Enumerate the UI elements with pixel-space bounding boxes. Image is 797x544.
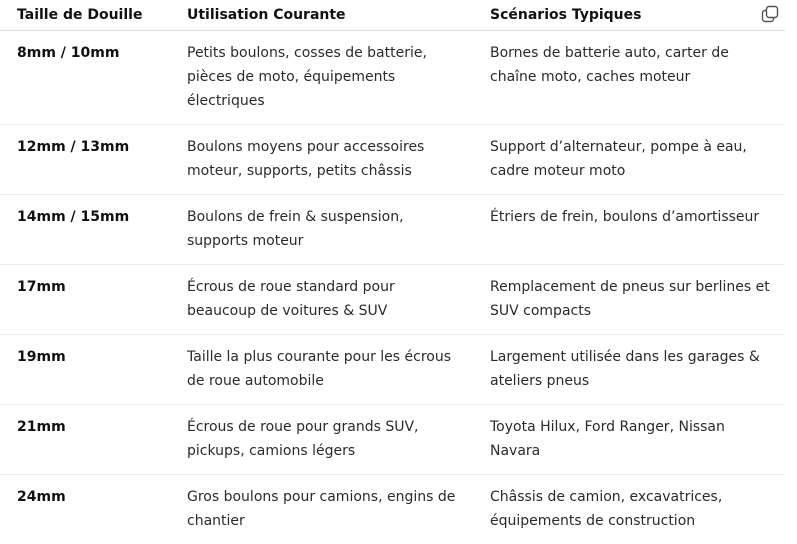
cell-size: 24mm [0,475,170,544]
table-row [0,335,785,405]
copy-icon [760,4,780,24]
cell-scenarios: Châssis de camion, excavatrices, équipements de construction [473,475,785,544]
cell-size: 19mm [0,335,170,405]
cell-usage: Gros boulons pour camions, engins de chantier [170,475,473,544]
table-row [0,195,785,265]
cell-size: 17mm [0,265,170,335]
cell-size: 21mm [0,405,170,475]
cell-size: 14mm / 15mm [0,195,170,265]
table-row [0,475,785,544]
cell-usage: Petits boulons, cosses de batterie, pièces de moto, équipements électriques [170,31,473,125]
header-scenarios: Scénarios Typiques [473,0,785,31]
cell-scenarios: Étriers de frein, boulons d’amortisseur [473,195,785,265]
table-row [0,31,785,125]
header-usage: Utilisation Courante [170,0,473,31]
table-row [0,405,785,475]
cell-scenarios: Largement utilisée dans les garages & ateliers pneus [473,335,785,405]
cell-size: 12mm / 13mm [0,125,170,195]
table-body [0,31,785,544]
header-row [0,0,785,31]
cell-usage: Boulons moyens pour accessoires moteur, supports, petits châssis [170,125,473,195]
cell-scenarios: Support d’alternateur, pompe à eau, cadre moteur moto [473,125,785,195]
header-size: Taille de Douille [0,0,170,31]
table-row [0,265,785,335]
cell-usage: Écrous de roue pour grands SUV, pickups, camions légers [170,405,473,475]
cell-scenarios: Bornes de batterie auto, carter de chaîne moto, caches moteur [473,31,785,125]
cell-usage: Écrous de roue standard pour beaucoup de voitures & SUV [170,265,473,335]
cell-usage: Boulons de frein & suspension, supports moteur [170,195,473,265]
cell-usage: Taille la plus courante pour les écrous de roue automobile [170,335,473,405]
table-header [0,0,785,31]
cell-scenarios: Remplacement de pneus sur berlines et SUV compacts [473,265,785,335]
copy-button[interactable] [760,4,780,24]
table-row [0,125,785,195]
cell-scenarios: Toyota Hilux, Ford Ranger, Nissan Navara [473,405,785,475]
cell-size: 8mm / 10mm [0,31,170,125]
